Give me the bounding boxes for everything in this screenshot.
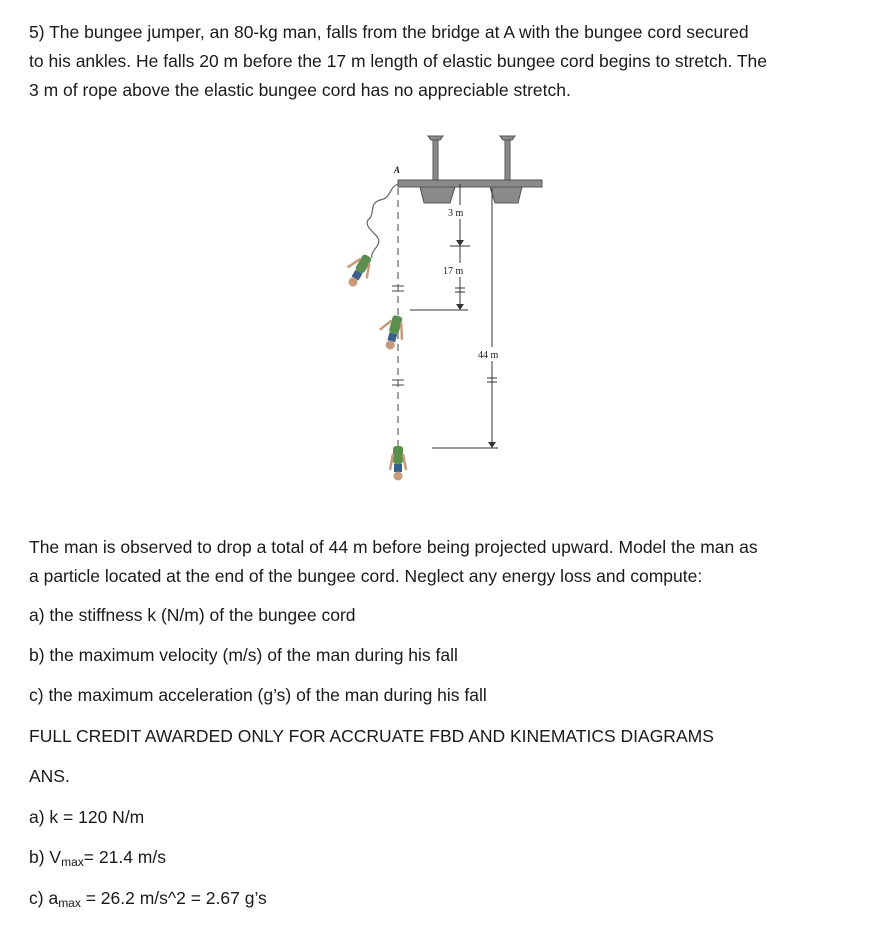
- jumper-3: [390, 446, 406, 481]
- answer-c-value: = 26.2 m/s^2 = 2.67 g’s: [80, 888, 267, 908]
- jumper-1: [340, 250, 376, 291]
- point-a-label: A: [394, 165, 401, 175]
- intro-line-1: 5) The bungee jumper, an 80-kg man, falls from the bridge at A with the bungee cord secured: [29, 22, 749, 42]
- observe-line-1: The man is observed to drop a total of 44 m before being projected upward. Model the man as: [29, 537, 758, 557]
- observe-line-2: a particle located at the end of the bungee cord. Neglect any energy loss and compute:: [29, 566, 703, 586]
- answer-b: [29, 843, 166, 877]
- answers-heading: ANS.: [29, 766, 70, 786]
- bungee-figure: [340, 128, 560, 508]
- slack-rope: [367, 184, 398, 258]
- answer-b-sub: max: [61, 855, 84, 869]
- part-b: b) the maximum velocity (m/s) of the man during his fall: [29, 645, 458, 665]
- credit-note: FULL CREDIT AWARDED ONLY FOR ACCRUATE FBD AND KINEMATICS DIAGRAMS: [29, 726, 714, 746]
- part-c: c) the maximum acceleration (g’s) of the man during his fall: [29, 685, 487, 705]
- dim-total-label: 44 m: [478, 350, 499, 361]
- dim-rope-label: 3 m: [448, 208, 464, 219]
- problem-statement: [29, 18, 859, 105]
- answer-b-prefix: b) V: [29, 847, 62, 867]
- answer-b-value: = 21.4 m/s: [83, 847, 166, 867]
- answer-c-prefix: c) a: [29, 888, 59, 908]
- dimension-lines: [410, 184, 498, 448]
- dim-cord-label: 17 m: [443, 266, 464, 277]
- answer-a: a) k = 120 N/m: [29, 807, 145, 827]
- jumper-2: [376, 312, 408, 352]
- intro-line-2: to his ankles. He falls 20 m before the 17 m length of elastic bungee cord begins to stretch. The: [29, 51, 768, 71]
- answer-c-sub: max: [58, 896, 81, 910]
- intro-line-3: 3 m of rope above the elastic bungee cord has no appreciable stretch.: [29, 80, 571, 100]
- part-a: a) the stiffness k (N/m) of the bungee cord: [29, 605, 356, 625]
- bridge: [398, 136, 542, 203]
- answer-c: [29, 884, 267, 918]
